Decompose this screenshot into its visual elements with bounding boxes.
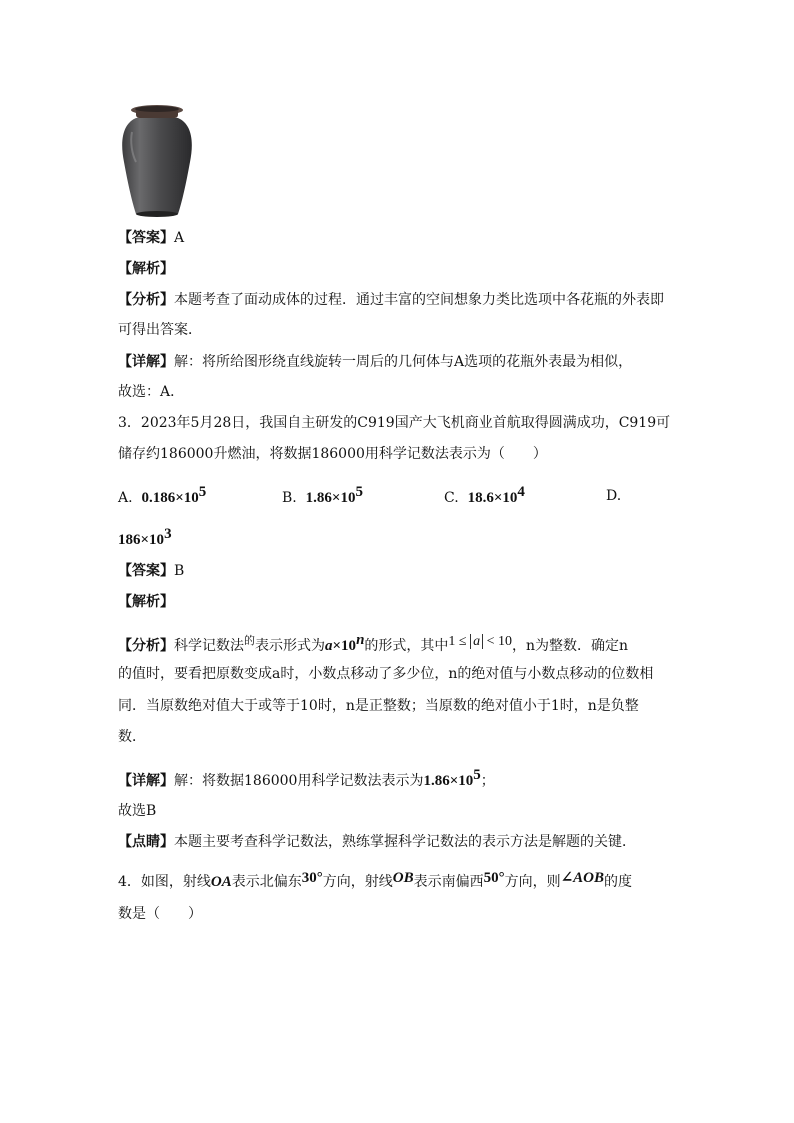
- q4-stem-2: [118, 904, 202, 924]
- detail-text: 解：将所给图形绕直线旋转一周后的几何体与A选项的花瓶外表最为相似，: [174, 354, 633, 370]
- fenxi-text: 本题考查了面动成体的过程．通过丰富的空间想象力类比选项中各花瓶的外表即: [174, 292, 664, 308]
- choose-text: 故选B: [118, 803, 157, 819]
- fenxi-text: 可得出答案．: [118, 322, 202, 338]
- q3-fenxi-line-1: [118, 630, 628, 657]
- ray-oa: OA: [210, 874, 232, 890]
- answer-line: [118, 228, 184, 248]
- option-value: 18.6×10: [467, 490, 518, 506]
- ineq-left: 1 ≤: [448, 634, 467, 649]
- formula-exp: n: [356, 632, 365, 648]
- angle-aob: ∠AOB: [560, 870, 605, 886]
- fenxi-text: 的形式，其中: [364, 638, 449, 654]
- point-tag: 【点睛】: [118, 834, 174, 850]
- answer-value: A: [174, 230, 185, 246]
- detail-exp: 5: [473, 767, 481, 783]
- q3-stem-text: 储存约186000升燃油，将数据186000用科学记数法表示为（ ）: [118, 446, 547, 462]
- option-exp: 5: [198, 484, 207, 500]
- option-c: [444, 482, 525, 508]
- q4-text: 数是（ ）: [118, 906, 202, 922]
- q3-fenxi-line-3: [118, 696, 639, 716]
- angle-30: 30°: [301, 870, 323, 886]
- option-exp: 3: [164, 526, 172, 542]
- q4-text: 的度: [604, 874, 633, 890]
- option-exp: 4: [517, 484, 525, 500]
- formula-a: a: [325, 638, 333, 654]
- option-value: 0.186×10: [141, 490, 199, 506]
- answer-tag: 【答案】: [118, 563, 174, 579]
- detail-tag: 【详解】: [118, 354, 174, 370]
- vase-photo: [118, 102, 196, 218]
- fenxi-text: 的: [244, 634, 255, 647]
- detail-line-2: [118, 382, 184, 402]
- q4-stem-1: [118, 872, 632, 892]
- fenxi-text: 科学记数法: [174, 638, 244, 654]
- analysis-line: [118, 259, 174, 279]
- q3-analysis-line: [118, 592, 174, 612]
- q4-text: 表示南偏西: [413, 874, 484, 890]
- answer-tag: 【答案】: [118, 230, 174, 246]
- q4-text: 4．如图，射线: [118, 874, 211, 890]
- choose-text: 故选：A．: [118, 384, 185, 400]
- option-b: [282, 482, 363, 508]
- formula-times: ×10: [332, 638, 357, 654]
- detail-value: 1.86×10: [423, 773, 474, 789]
- analysis-tag: 【解析】: [118, 261, 174, 277]
- q4-text: 方向，射线: [322, 874, 393, 890]
- ineq-right: < 10: [486, 634, 512, 649]
- angle-50: 50°: [483, 870, 505, 886]
- option-value: 186×10: [118, 532, 165, 548]
- option-label: A.: [118, 490, 133, 506]
- q3-answer-line: [118, 561, 184, 581]
- q3-stem-text: 3．2023年5月28日，我国自主研发的C919国产大飞机商业首航取得圆满成功，C919可: [118, 415, 671, 431]
- detail-text: 解：将数据186000用科学记数法表示为: [174, 773, 424, 789]
- fenxi-tag: 【分析】: [118, 638, 174, 654]
- fenxi-text: ，n为整数．确定n: [512, 638, 629, 654]
- option-exp: 5: [355, 484, 363, 500]
- q4-text: 表示北偏东: [231, 874, 302, 890]
- q4-text: 方向，则: [504, 874, 561, 890]
- fenxi-text: 表示形式为: [255, 638, 325, 654]
- inequality: [448, 634, 512, 649]
- option-d: [118, 524, 172, 550]
- option-d-label: [606, 486, 621, 506]
- answer-value: B: [174, 563, 185, 579]
- option-a: [118, 482, 206, 508]
- fenxi-text: 数．: [118, 729, 146, 745]
- q3-point-line: [118, 832, 636, 852]
- q3-fenxi-line-4: [118, 727, 146, 747]
- fenxi-line-2: [118, 320, 202, 340]
- detail-line-1: [118, 352, 632, 372]
- ineq-abs-a: a: [470, 634, 483, 649]
- fenxi-text: 的值时，要看把原数变成a时，小数点移动了多少位，n的绝对值与小数点移动的位数相: [118, 666, 654, 682]
- fenxi-line-1: [118, 290, 664, 310]
- analysis-tag: 【解析】: [118, 594, 174, 610]
- q3-detail-line: [118, 765, 495, 791]
- fenxi-text: 同．当原数绝对值大于或等于10时，n是正整数；当原数的绝对值小于1时，n是负整: [118, 698, 639, 714]
- option-value: 1.86×10: [305, 490, 356, 506]
- q3-choose-line: [118, 801, 156, 821]
- detail-tag: 【详解】: [118, 773, 174, 789]
- option-label: C.: [444, 490, 459, 506]
- q3-stem-2: [118, 444, 547, 464]
- option-label: D.: [606, 488, 622, 504]
- q3-stem-1: [118, 413, 670, 433]
- detail-text: ；: [480, 773, 495, 789]
- point-text: 本题主要考查科学记数法，熟练掌握科学记数法的表示方法是解题的关键．: [174, 834, 636, 850]
- q3-fenxi-line-2: [118, 664, 653, 684]
- ray-ob: OB: [392, 870, 414, 886]
- option-label: B.: [282, 490, 297, 506]
- fenxi-tag: 【分析】: [118, 292, 174, 308]
